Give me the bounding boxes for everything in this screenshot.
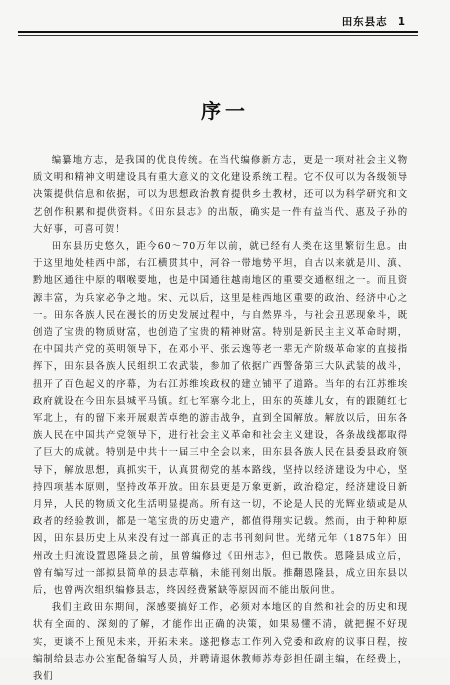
paragraph: 我们主政田东期间，深感要搞好工作，必须对本地区的自然和社会的历史和现状有全面的、深刻的了解，才能作出正确的决策，如果易懂不清，就把握不好现实，更谈不上预见未来，开拓未来。遂把修志工作列入党委和政府的议事日程，按编制给县志办公室配备编写人员，并聘请退休教师苏寿彭担任副主编，在经费上，我们 — [33, 602, 408, 683]
header-rule-thick — [18, 31, 418, 33]
paragraph: 编纂地方志，是我国的优良传统。在当代编修新方志，更是一项对社会主义物质文明和精神文明建设具有重大意义的文化建设系统工程。它不仅可以为各级领导决策提供信息和依据，可以为思想政治教育提供乡土教材，还可以为科学研究和文艺创作积累和提供资料。《田东县志》的出版，确实是一件有益当代、惠及子孙的大好事，可喜可贺！ — [33, 155, 408, 235]
page-title: 序一 — [201, 99, 249, 123]
book-title: 田东县志 — [341, 16, 388, 28]
header-rule-thin — [18, 35, 418, 36]
page-number: 1 — [397, 16, 406, 28]
paragraph: 田东县历史悠久，距今60～70万年以前，就已经有人类在这里繁衍生息。由于这里地处桂西中部，右江横贯其中，河谷一带地势平坦，自古以来就是川、滇、黔地区通往中原的咽喉要地，也是中国通往越南地区的重要交通枢纽之一。而且资源丰富，为兵家必争之地。宋、元以后，这里是桂西地区重要的政治、经济中心之一。田东各族人民在漫长的历史发展过程中，与自然界斗，与社会丑恶现象斗，既创造了宝贵的物质财富，也创造了宝贵的精神财富。特别是新民主主义革命时期，在中国共产党的英明领导下，在邓小平、张云逸等老一辈无产阶级革命家的直接指挥下，田东县各族人民组织工农武装，参加了依据广西警备第三大队武装的战斗，扭开了百色起义的序幕，为右江苏维埃政权的建立铺平了道路。当年的右江苏维埃政府就设在今田东县城平马镇。红七军寨今北上，田东的英雄儿女，有的跟随红七军北上，有的留下来开展艰苦卓绝的游击战争，直到全国解放。解放以后，田东各族人民在中国共产党领导下，进行社会主义革命和社会主义建设，各条战线都取得了巨大的成就。特别是中共十一届三中全会以来，田东县各族人民在县委县政府领导下，解放思想，真抓实干，认真贯彻党的基本路线，坚持以经济建设为中心，坚持四项基本原则，坚持改革开放。田东县更是万象更新，政治稳定，经济建设日新月异，人民的物质文化生活明显提高。所有这一切，不论是人民的光辉业绩或是从政者的经验教训，都是一笔宝贵的历史遗产，都值得翔实记载。然而，由于种种原因，田东县历史上从来没有过一部真正的志书刊刻问世。光绪元年（1875年）田州改土归流设置恩隆县之前，虽曾编修过《田州志》，但已散佚。恩隆县成立后，曾有编写过一部拟县简单的县志草稿，未能刊刻出版。推翻恩隆县，成立田东县以后，也曾两次组织编修县志，终因经费紧缺等原因而不能出版问世。 — [33, 241, 408, 597]
body-text — [33, 152, 408, 685]
running-head — [342, 14, 406, 29]
